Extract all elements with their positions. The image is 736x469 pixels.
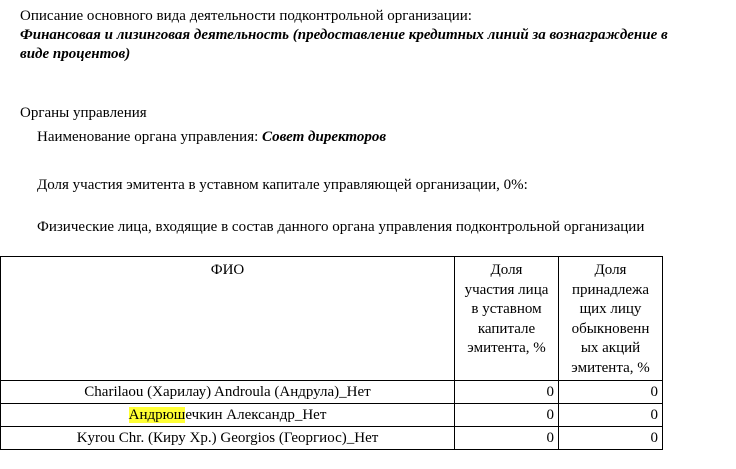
header-share-stock-line: щих лицу xyxy=(579,301,642,317)
governance-body-name-label: Наименование органа управления: xyxy=(37,129,263,145)
header-share-capital-line: эмитента, % xyxy=(467,340,546,356)
table-row xyxy=(1,381,663,404)
members-table xyxy=(0,256,663,450)
activity-value-line1: Финансовая и лизинговая деятельность (предоставление кредитных линий за вознаграждение в xyxy=(20,27,668,43)
activity-value-line2: виде процентов) xyxy=(20,46,131,62)
person-name: Charilaou (Харилау) Androula (Андрула)_Нет xyxy=(1,381,455,404)
issuer-share-text: Доля участия эмитента в уставном капитале управляющей организации, 0%: xyxy=(37,177,528,193)
table-row xyxy=(1,404,663,427)
person-name xyxy=(1,404,455,427)
header-fio: ФИО xyxy=(1,257,455,381)
header-share-stock-line: принадлежа xyxy=(571,281,650,298)
header-share-stock-line: эмитента, % xyxy=(571,359,650,376)
header-share-capital-line: в уставном xyxy=(471,301,542,317)
header-share-stock-line: ых акций xyxy=(580,340,641,356)
person-name-rest: ечкин Александр_Нет xyxy=(185,406,327,423)
activity-label: Описание основного вида деятельности подконтрольной организации: xyxy=(20,8,472,24)
header-share-capital-line: Доля xyxy=(490,262,523,278)
person-name: Kyrou Chr. (Киру Хр.) Georgios (Георгиос)_Нет xyxy=(1,427,455,450)
person-share-stock: 0 xyxy=(559,381,663,404)
person-share-stock: 0 xyxy=(559,404,663,427)
header-share-stock-line: Доля xyxy=(594,262,627,278)
table-header-row xyxy=(1,257,663,381)
person-share-capital: 0 xyxy=(455,381,559,404)
person-share-capital: 0 xyxy=(455,427,559,450)
governance-heading: Органы управления xyxy=(20,105,147,121)
header-share-capital xyxy=(455,257,559,381)
header-share-stock-line: обыкновенн xyxy=(571,320,650,337)
governance-body-name xyxy=(37,129,386,146)
person-share-capital: 0 xyxy=(455,404,559,427)
header-share-capital-line: участия лица xyxy=(464,281,549,298)
table-row xyxy=(1,427,663,450)
governance-body-name-value: Совет директоров xyxy=(262,129,387,145)
header-share-capital-line: капитале xyxy=(477,320,536,337)
search-highlight: Андрюш xyxy=(128,406,186,423)
header-share-stock xyxy=(559,257,663,381)
members-intro: Физические лица, входящие в состав данного органа управления подконтрольной организации xyxy=(37,219,645,235)
person-share-stock: 0 xyxy=(559,427,663,450)
